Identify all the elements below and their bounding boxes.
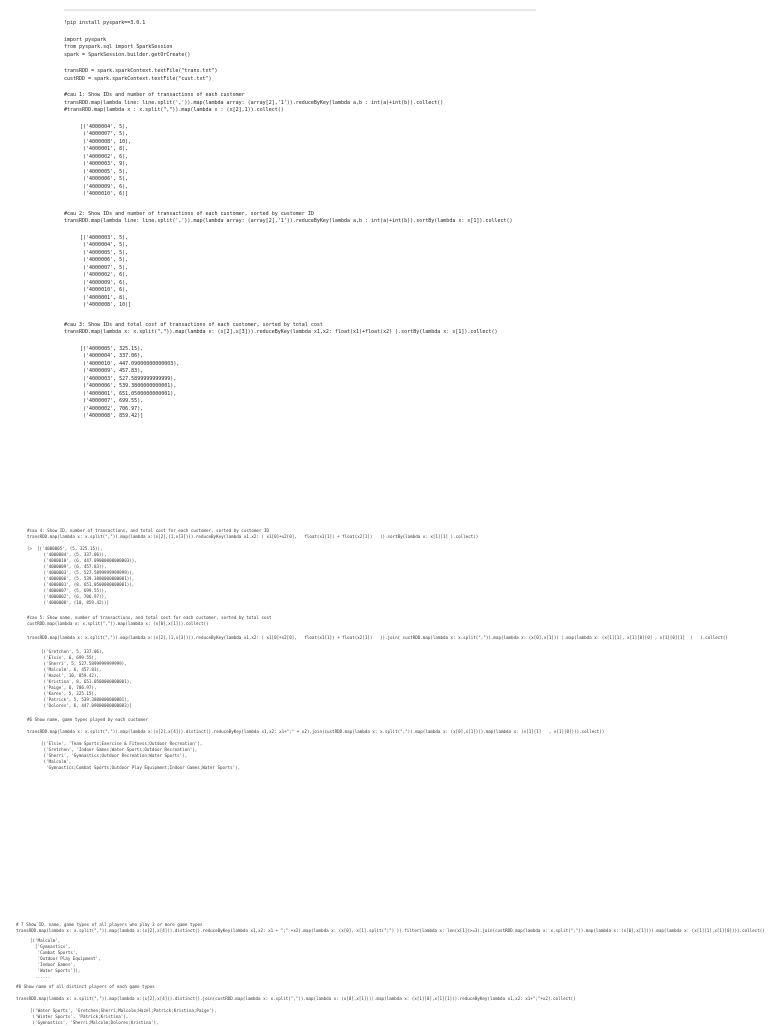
- load-data-cell[interactable]: [64, 68, 754, 83]
- code-line: custRDD.map(lambda x: x.split(",")).map(lambda x: (x[0],x[1])).collect(): [27, 621, 209, 626]
- output-line: ('4000007', 5),: [80, 264, 129, 271]
- output-line: ('Sherri', 'Gymnastics;Outdoor Recreation;Water Sports'),: [41, 753, 188, 758]
- output-line: ('Winter Sports', 'Patrick;Kristina'),: [30, 1014, 129, 1019]
- code-line: transRDD = spark.sparkContext.textFile("trans.txt"): [64, 68, 218, 74]
- comment-line: #cau 3: Show IDs and total cost of transactions of each customer, sorted by total cost: [64, 321, 323, 328]
- output-line: ('4000007', (5, 699.55)),: [41, 588, 107, 593]
- imports-cell[interactable]: [64, 37, 754, 60]
- output-line: ('Gretchen', 'Indoor Games;Water Sports;Outdoor Recreation'),: [41, 747, 198, 752]
- comment-line: #6 Show name, game types played by each customer: [27, 717, 149, 722]
- output-line: ('Kristina', 8, 651.0500000000001),: [41, 679, 132, 684]
- output-line: ('4000009', 6),: [80, 183, 129, 190]
- output-line: ('Malcolm', 6, 457.83),: [41, 667, 102, 672]
- notebook-page-1: [64, 20, 754, 421]
- output-line: ('4000008', 859.42)]: [80, 413, 144, 419]
- code-line: transRDD.map(lambda x: x.split(",")).map(lambda x: (x[2],x[3])).reduceByKey(lambda x1,x2: float(x1)+float(x2) ).sortBy(lambda x: x[1]).collect(): [64, 329, 498, 335]
- output-line: [('Water Sports', 'Gretchen;Sherri;Malcolm;Hazel;Patrick;Kristina;Paige'),: [30, 1008, 217, 1013]
- output-line: 'Water Sports']),: [30, 968, 81, 973]
- output-line: ......: [30, 974, 51, 979]
- code-line: #transRDD.map(lambda x : x.split(",")).map(lambda x : (x[2],1)).collect(): [64, 107, 284, 113]
- output-line: ('Sherri', 5, 527.5899999999999),: [41, 661, 127, 666]
- output-line: 'Indoor Games',: [30, 962, 76, 967]
- output-line: ('Elsie', 6, 699.55),: [41, 655, 97, 660]
- output-line: ('4000003', 9),: [80, 161, 129, 167]
- output-line: ('4000006', 539.3800000000001),: [80, 383, 177, 389]
- output-line: ('4000003', 527.5899999999999),: [80, 375, 177, 382]
- comment-line: # 7 Show ID, name, game types of all players who play 3 or more game types: [16, 922, 203, 927]
- comment-line: #8 Show name of all distinct players of each game types: [16, 984, 155, 989]
- output-line: ('Karen', 5, 325.15),: [41, 691, 97, 696]
- output-line: ('4000002', 6),: [80, 272, 129, 278]
- output-line: [('4000004', 5),: [80, 123, 129, 130]
- output-line: [('4000003', 5),: [80, 234, 129, 241]
- question-5-join-cell[interactable]: [27, 635, 757, 641]
- output-line: ('4000010', 447.09000000000003),: [80, 360, 180, 367]
- output-line: ('4000001', 8),: [80, 294, 129, 301]
- output-line: ('Dolores', 6, 447.09000000000003)]: [41, 703, 132, 708]
- output-line: ('Hazel', 10, 859.42),: [41, 673, 99, 678]
- output-line: ('4000004', 337.06),: [80, 353, 144, 359]
- question-3-cell[interactable]: [64, 322, 754, 337]
- output-line: ('Patrick', 5, 539.3800000000001),: [41, 697, 130, 702]
- code-line: transRDD.map(lambda x: x.split(",")).map(lambda x:(x[2],x[4])).distinct().reduceByKey(lambda x1,x2: x1+";" + x2).join(custRDD.map(lambda x: x.split(",")).map(lambda x: (x[0],x[1]))).map(lambda x: (x[1][1] , x[1][0]))).collect(): [27, 729, 605, 734]
- comment-line: #cau 2: Show IDs and number of transactions of each customer, sorted by customer ID: [64, 210, 314, 217]
- output-line: 'Combat Sports',: [30, 950, 78, 955]
- output-line: ('4000004', (5, 337.06)),: [41, 552, 107, 557]
- output-line: ('4000001', (8, 651.0500000000001)),: [41, 582, 135, 587]
- code-line: spark = SparkSession.builder.getOrCreate(): [64, 51, 191, 58]
- notebook-page-3: [16, 922, 765, 1026]
- top-scroll-divider: [64, 9, 536, 11]
- output-line: ('4000006', (5, 539.3800000000001)),: [41, 576, 135, 581]
- output-line: ('4000007', 699.55),: [80, 398, 144, 404]
- question-3-output: [64, 346, 754, 421]
- output-line: [('Elsie', 'Team Sports;Exercise & Fitness;Outdoor Recreation'),: [41, 741, 203, 746]
- output-line: ['Gymnastics',: [30, 944, 71, 949]
- question-7-output: [16, 938, 761, 980]
- code-line: transRDD.map(lambda x: x.split(",")).map(lambda x:(x[2],(1,x[3]))).reduceByKey(lambda x1,x2: ( x1[0]+x2[0], float(x1[1]) + float(x2[1]) )).join( custRDD.map(lambda x: x.split(",")).map(lambda x: (x[0],x[1])) ).map(lambda x: (x[1][1], x[1][0][0] , x[1][0][1] ) ).collect(): [27, 635, 728, 640]
- code-line: transRDD.map(lambda line: line.split(',')).map(lambda array: (array[2],'1')).reduceByKey(lambda a,b : int(a)+int(b)).collect(): [64, 99, 444, 106]
- output-line: [('Gretchen', 5, 337.06),: [41, 649, 105, 654]
- output-line: ('4000009', (6, 457.83)),: [41, 564, 107, 569]
- output-line: ('4000010', 6)]: [80, 191, 129, 197]
- output-line: ('Malcolm',: [41, 759, 72, 764]
- question-2-cell[interactable]: [64, 211, 754, 226]
- code-line: transRDD.map(lambda x: x.split(",")).map(lambda x:(x[2],x[4])).distinct().reduceByKey(lambda x1,x2: x1 + ";" +x2).map(lambda x: (x[0], x[1].split(";") )).filter(lambda x: len(x[1])>=3).join(custRDD.map(lambda x: x.split(",")).map(lambda x: (x[0],x[1]))).map(lambda x: (x[1][1],x[1][0]))).collect(): [16, 928, 765, 933]
- output-line: ('4000002', 6),: [80, 153, 129, 160]
- output-arrow-icon[interactable]: [>: [27, 546, 33, 551]
- question-4-cell[interactable]: [27, 528, 757, 540]
- question-8-cell[interactable]: [16, 984, 761, 1002]
- question-5-output: [27, 649, 757, 709]
- output-line: [('4000005', (5, 325.15)),: [37, 546, 103, 551]
- question-2-output: [64, 235, 754, 310]
- output-line: ('4000007', 5),: [80, 131, 129, 137]
- output-line: ('4000008', 10)]: [80, 302, 132, 308]
- code-line: custRDD = spark.sparkContext.textFile("cust.txt"): [64, 75, 212, 82]
- output-line: ('Gymnastics', 'Sherri;Malcolm;Dolores;Kristina'),: [30, 1020, 159, 1025]
- output-line: ('4000004', 5),: [80, 242, 129, 248]
- code-line: from pyspark.sql import SparkSession: [64, 44, 173, 50]
- output-line: ('4000005', 5),: [80, 168, 129, 175]
- question-1-output: [64, 124, 754, 199]
- comment-line: #cau 4: Show ID, number of transactions, and total cost for each customer, sorted by customer ID: [27, 528, 270, 533]
- question-4-output: [27, 546, 757, 606]
- output-line: ('4000002', 706.97),: [80, 405, 144, 412]
- code-line: transRDD.map(lambda line: line.split(',')).map(lambda array: (array[2],'1')).reduceByKey(lambda a,b : int(a)+int(b)).sortBy(lambda x: x[1]).collect(): [64, 218, 513, 224]
- question-8-output: [16, 1008, 761, 1026]
- pip-install-cell[interactable]: !pip install pyspark==3.0.1: [64, 20, 146, 26]
- output-line: [('4000005', 325.15),: [80, 345, 144, 352]
- output-line: ('4000001', 651.0500000000001),: [80, 390, 177, 397]
- notebook-page-2: [27, 528, 757, 771]
- output-line: ('4000006', 5),: [80, 257, 129, 263]
- question-6-cell[interactable]: [27, 717, 757, 735]
- question-5-cell[interactable]: [27, 615, 757, 627]
- output-line: ('4000001', 8),: [80, 146, 129, 152]
- output-line: [('Malcolm',: [30, 938, 61, 943]
- output-line: ('4000005', 5),: [80, 249, 129, 256]
- question-6-output: [27, 741, 757, 771]
- question-1-cell[interactable]: [64, 92, 754, 115]
- output-line: ('4000010', (6, 447.09000000000003)),: [41, 558, 137, 563]
- comment-line: #cau 1: Show IDs and number of transactions of each customer: [64, 92, 245, 98]
- question-7-cell[interactable]: [16, 922, 765, 934]
- output-line: ('4000008', 10),: [80, 138, 132, 145]
- output-line: 'Gymnastics;Combat Sports;Outdoor Play Equipment;Indoor Games;Water Sports'),: [41, 765, 241, 770]
- code-line: import pyspark: [64, 36, 107, 43]
- comment-line: #cau 5: Show name, number of transactions, and total cost for each customer, sorted by total cost: [27, 615, 272, 620]
- output-line: ('4000003', (5, 527.5899999999999)),: [41, 570, 135, 575]
- code-line: transRDD.map(lambda x: x.split(",")).map(lambda x:(x[2],(1,x[3]))).reduceByKey(lambda x1,x2: ( x1[0]+x2[0], float(x1[1]) + float(x2[1]) )).sortBy(lambda x: x[1][1] ).collect(): [27, 534, 479, 539]
- output-line: ('4000008', (10, 859.42))]: [41, 600, 110, 605]
- output-line: ('4000009', 457.83),: [80, 368, 144, 374]
- output-line: ('4000009', 6),: [80, 279, 129, 286]
- output-line: ('4000010', 6),: [80, 287, 129, 293]
- code-line: transRDD.map(lambda x: x.split(",")).map(lambda x:(x[2],x[4])).distinct().join(custRDD.map(lambda x: x.split(",")).map(lambda x: (x[0],x[1]))).map(lambda x: (x[1][0],x[1][1])).reduceByKey(lambda x1,x2: x1+";"+x2).collect(): [16, 996, 576, 1001]
- output-line: ('Paige', 6, 706.97),: [41, 685, 97, 690]
- output-line: ('4000006', 5),: [80, 176, 129, 182]
- output-line: 'Outdoor Play Equipment',: [30, 956, 101, 961]
- output-line: ('4000002', (6, 706.97)),: [41, 594, 107, 599]
